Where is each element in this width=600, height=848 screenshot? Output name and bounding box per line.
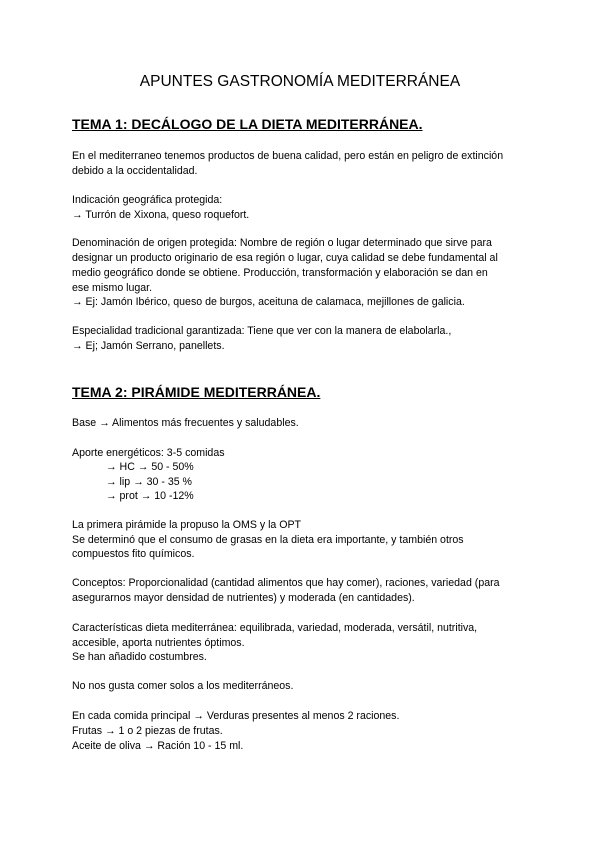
tema1-heading: TEMA 1: DECÁLOGO DE LA DIETA MEDITERRÁNEA. — [72, 116, 423, 132]
tema1-line: → Turrón de Xixona, queso roquefort. — [72, 209, 250, 221]
tema2-line: Se determinó que el consumo de grasas en la dieta era importante, y también otros — [72, 534, 464, 546]
tema2-line: Se han añadido costumbres. — [72, 651, 207, 663]
tema2-line: La primera pirámide la propuso la OMS y la OPT — [72, 519, 302, 531]
tema2-line: Frutas → 1 o 2 piezas de frutas. — [72, 725, 223, 737]
tema2-line: → HC → 50 - 50% — [106, 461, 194, 473]
tema1-line: debido a la occidentalidad. — [72, 165, 198, 177]
tema2-line: Aceite de oliva → Ración 10 - 15 ml. — [72, 740, 244, 752]
tema1-line: designar un producto originario de esa región o lugar, cuya calidad se debe fundamental al — [72, 252, 498, 264]
tema1-line: → Ej; Jamón Serrano, panellets. — [72, 340, 225, 352]
tema2-line: Base → Alimentos más frecuentes y saludables. — [72, 417, 299, 429]
tema2-line: Conceptos: Proporcionalidad (cantidad alimentos que hay comer), raciones, variedad (para — [72, 577, 500, 589]
tema2-line: No nos gusta comer solos a los mediterráneos. — [72, 680, 294, 692]
tema1-line: → Ej: Jamón Ibérico, queso de burgos, aceituna de calamaca, mejillones de galicia. — [72, 296, 465, 308]
tema2-line: → lip → 30 - 35 % — [106, 476, 192, 488]
tema2-line: Características dieta mediterránea: equilibrada, variedad, moderada, versátil, nutritiva, — [72, 622, 478, 634]
tema2-heading: TEMA 2: PIRÁMIDE MEDITERRÁNEA. — [72, 384, 321, 400]
tema1-line: Indicación geográfica protegida: — [72, 194, 223, 206]
tema1-line: ese mismo lugar. — [72, 282, 153, 294]
tema2-line: Aporte energéticos: 3-5 comidas — [72, 447, 225, 459]
tema2-line: En cada comida principal → Verduras presentes al menos 2 raciones. — [72, 710, 400, 722]
tema1-line: Especialidad tradicional garantizada: Tiene que ver con la manera de elabolarla., — [72, 325, 452, 337]
tema1-line: medio geográfico donde se obtiene. Producción, transformación y elaboración se dan en — [72, 267, 488, 279]
tema2-line: accesible, aporta nutrientes óptimos. — [72, 637, 245, 649]
tema2-line: → prot → 10 -12% — [106, 490, 194, 502]
document-title: APUNTES GASTRONOMÍA MEDITERRÁNEA — [139, 73, 461, 90]
tema2-line: asegurarnos mayor densidad de nutrientes) y moderada (en cantidades). — [72, 592, 415, 604]
tema1-line: En el mediterraneo tenemos productos de buena calidad, pero están en peligro de extinción — [72, 150, 504, 162]
tema1-line: Denominación de origen protegida: Nombre de región o lugar determinado que sirve para — [72, 237, 492, 249]
tema2-line: compuestos fito químicos. — [72, 548, 195, 560]
